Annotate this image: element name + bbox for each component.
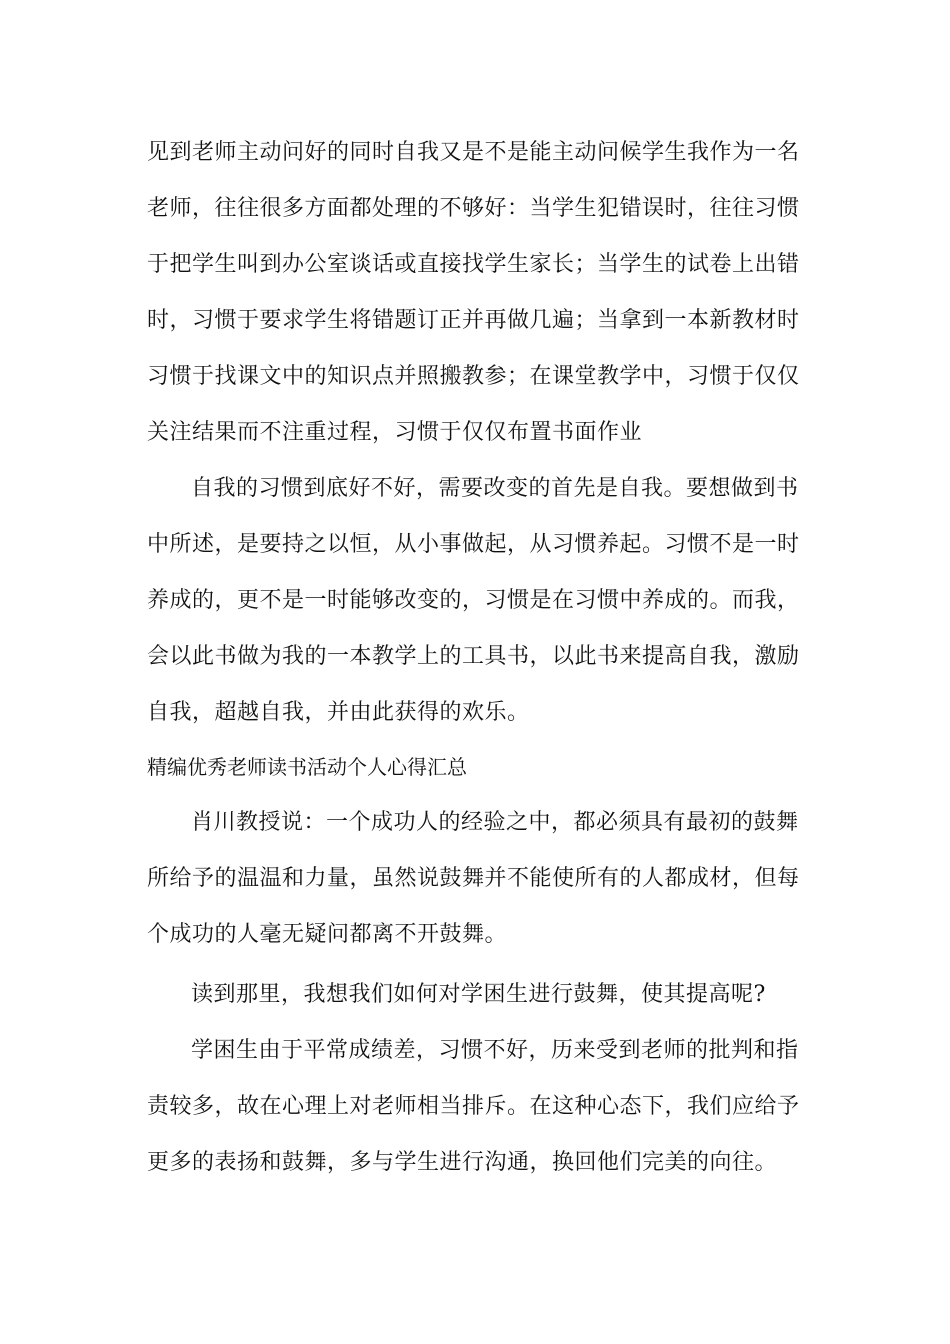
text-line: 会以此书做为我的一本教学上的工具书，以此书来提高自我，激励: [147, 644, 800, 669]
text-line: 更多的表扬和鼓舞，多与学生进行沟通，换回他们完美的向往。: [147, 1150, 778, 1175]
text-line: 见到老师主动问好的同时自我又是不是能主动问候学生我作为一名: [147, 140, 800, 165]
paragraph-first-line: 学困生由于平常成绩差，习惯不好，历来受到老师的批判和指: [191, 1038, 799, 1063]
paragraph-first-line: 肖川教授说：一个成功人的经验之中，都必须具有最初的鼓舞: [191, 810, 799, 835]
text-line: 于把学生叫到办公室谈话或直接找学生家长；当学生的试卷上出错: [147, 252, 800, 277]
text-line: 关注结果而不注重过程，习惯于仅仅布置书面作业: [147, 420, 643, 445]
text-line: 习惯于找课文中的知识点并照搬教参；在课堂教学中，习惯于仅仅: [147, 364, 800, 389]
paragraph-first-line: 自我的习惯到底好不好，需要改变的首先是自我。要想做到书: [191, 476, 799, 501]
text-line: 时，习惯于要求学生将错题订正并再做几遍；当拿到一本新教材时: [147, 308, 800, 333]
text-line: 所给予的温温和力量，虽然说鼓舞并不能使所有的人都成材，但每: [147, 866, 800, 891]
paragraph-first-line: 读到那里，我想我们如何对学困生进行鼓舞，使其提高呢?: [191, 982, 766, 1007]
text-line: 责较多，故在心理上对老师相当排斥。在这种心态下，我们应给予: [147, 1094, 800, 1119]
text-line: 自我，超越自我，并由此获得的欢乐。: [147, 700, 530, 725]
text-line: 养成的，更不是一时能够改变的，习惯是在习惯中养成的。而我，: [147, 588, 800, 613]
text-line: 老师，往往很多方面都处理的不够好：当学生犯错误时，往往习惯: [147, 196, 800, 221]
text-line: 中所述，是要持之以恒，从小事做起，从习惯养起。习惯不是一时: [147, 532, 800, 557]
text-line: 个成功的人毫无疑问都离不开鼓舞。: [147, 922, 508, 947]
section-heading: 精编优秀老师读书活动个人心得汇总: [147, 755, 467, 779]
